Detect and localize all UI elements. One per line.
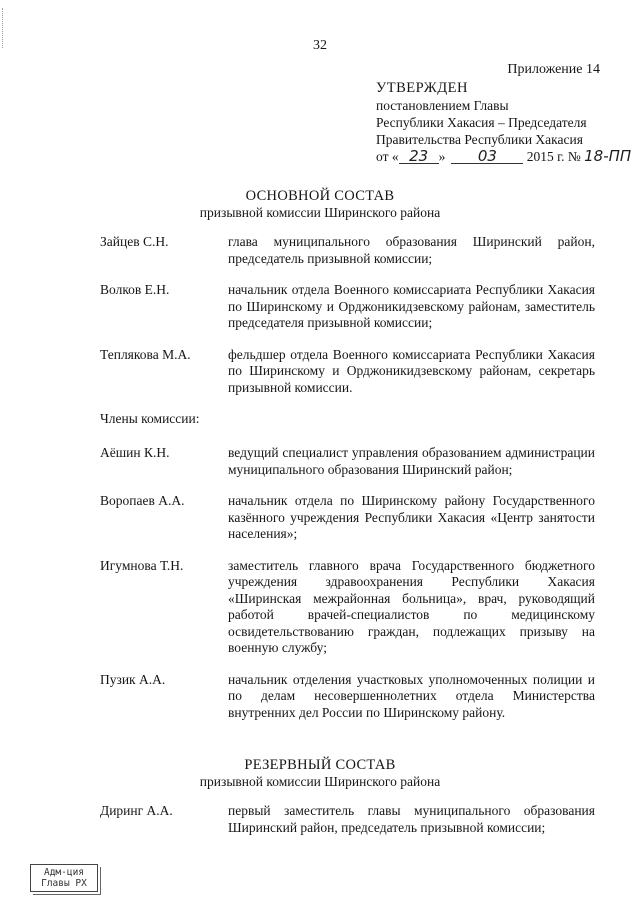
stamp-line: Главы РХ	[41, 878, 87, 889]
approval-line: Республики Хакасия – Председателя	[376, 115, 587, 130]
date-prefix: от «	[376, 149, 399, 164]
member-row	[100, 234, 595, 267]
member-name: Аёшин К.Н.	[100, 445, 170, 460]
date-year: 2015 г. №	[526, 149, 581, 164]
members-label: Члены комиссии:	[100, 411, 200, 426]
approval-date-line	[376, 147, 632, 165]
member-name: Диринг А.А.	[100, 803, 173, 818]
main-composition-title	[0, 188, 640, 221]
date-mid: »	[438, 149, 446, 164]
page-number: 32	[313, 38, 327, 53]
member-row	[100, 282, 595, 332]
member-row	[100, 493, 595, 543]
reserve-title-line1: РЕЗЕРВНЫЙ СОСТАВ	[244, 757, 396, 773]
reserve-composition-title	[0, 757, 640, 790]
member-role: заместитель главного врача Государственного бюджетного учреждения здравоохранения Республики Хакасия «Ширинская межрайонная больница», врач, руководящий работой врачей-специалистов по медицинскому освидетельствованию граждан, подлежащих призыву на военную службу;	[228, 557, 595, 655]
handwritten-number: 18-ПП	[584, 147, 632, 165]
member-name: Воропаев А.А.	[100, 493, 185, 508]
handwritten-month: 03	[451, 149, 523, 164]
member-role: фельдшер отдела Военного комиссариата Республики Хакасия по Ширинскому и Орджоникидзевскому районам, секретарь призывной комиссии.	[228, 346, 595, 395]
member-row	[100, 803, 595, 836]
member-role: начальник отдела по Ширинскому району Государственного казённого учреждения Республики Хакасия «Центр занятости населения»;	[228, 493, 595, 541]
member-role: начальник отдела Военного комиссариата Республики Хакасия по Ширинскому и Орджоникидзевскому районам, заместитель председателя призывной комиссии;	[228, 282, 595, 330]
member-role: начальник отделения участковых уполномоченных полиции и по делам несовершеннолетних отдела Министерства внутренних дел России по Ширинскому району.	[228, 671, 595, 720]
member-name: Игумнова Т.Н.	[100, 557, 184, 573]
main-title-line2: призывной комиссии Ширинского района	[199, 205, 441, 220]
main-members-list	[100, 234, 595, 736]
member-row	[100, 672, 595, 722]
approval-line: постановлением Главы	[376, 98, 509, 113]
member-row	[100, 347, 595, 397]
appendix-label: Приложение 14	[507, 62, 600, 77]
main-title-line1: ОСНОВНОЙ СОСТАВ	[245, 188, 395, 204]
member-role: первый заместитель главы муниципального образования Ширинский район, председатель призывной комиссии;	[228, 803, 595, 835]
handwritten-day: 23	[399, 149, 439, 164]
member-row	[100, 558, 595, 657]
office-stamp	[30, 864, 98, 892]
approval-line: Правительства Республики Хакасия	[376, 132, 583, 147]
member-row	[100, 445, 595, 478]
stamp-line: Адм-ция	[43, 867, 85, 878]
member-name: Волков Е.Н.	[100, 282, 170, 297]
approval-block	[376, 80, 632, 165]
member-role: глава муниципального образования Ширинский район, председатель призывной комиссии;	[228, 234, 595, 266]
member-name: Пузик А.А.	[100, 671, 166, 687]
member-role: ведущий специалист управления образованием администрации муниципального образования Ширинский район;	[228, 445, 595, 477]
member-name: Теплякова М.А.	[100, 346, 191, 362]
reserve-members-list	[100, 803, 595, 851]
approval-header: УТВЕРЖДЕН	[376, 80, 468, 96]
reserve-title-line2: призывной комиссии Ширинского района	[199, 774, 441, 789]
member-name: Зайцев С.Н.	[100, 234, 169, 249]
